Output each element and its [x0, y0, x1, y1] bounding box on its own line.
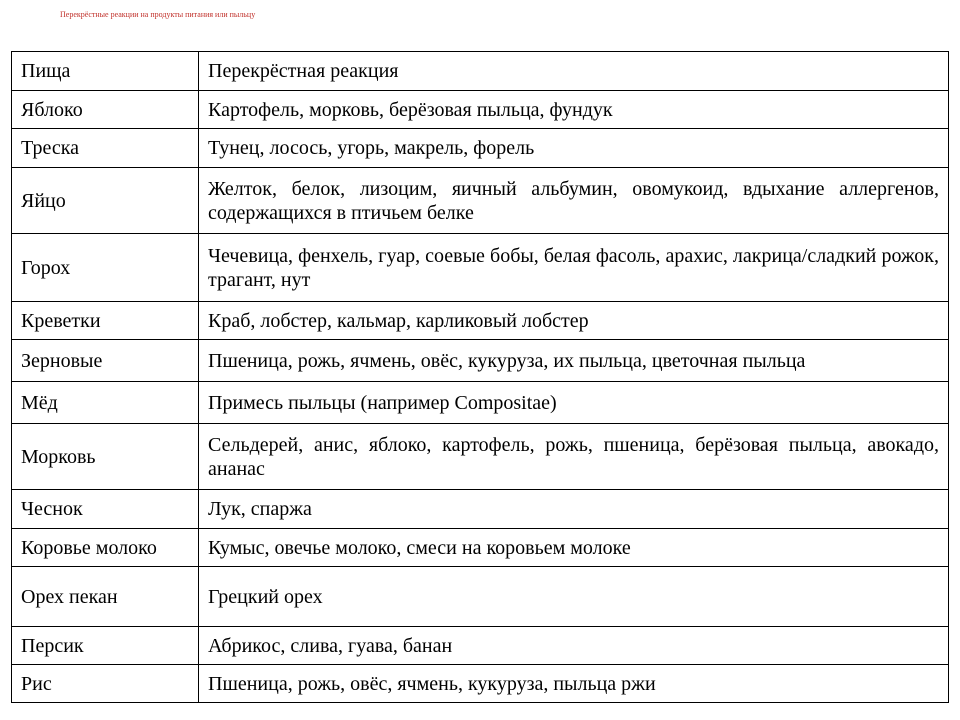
food-cell: Яйцо: [12, 168, 199, 234]
reaction-cell: Краб, лобстер, кальмар, карликовый лобстер: [199, 302, 949, 340]
table-row: [12, 382, 949, 424]
reaction-cell: Лук, спаржа: [199, 490, 949, 529]
food-cell: Коровье молоко: [12, 529, 199, 567]
reaction-cell: Тунец, лосось, угорь, макрель, форель: [199, 129, 949, 168]
table-row: [12, 424, 949, 490]
header-reaction-cell: Перекрёстная реакция: [199, 52, 949, 91]
table-row: [12, 627, 949, 665]
food-cell: Орех пекан: [12, 567, 199, 627]
reaction-cell: Картофель, морковь, берёзовая пыльца, фундук: [199, 91, 949, 129]
reaction-cell: Грецкий орех: [199, 567, 949, 627]
table-row: [12, 567, 949, 627]
food-cell: Морковь: [12, 424, 199, 490]
food-cell: Креветки: [12, 302, 199, 340]
food-cell: Горох: [12, 234, 199, 302]
food-cell: Треска: [12, 129, 199, 168]
food-cell: Яблоко: [12, 91, 199, 129]
reaction-cell: Пшеница, рожь, ячмень, овёс, кукуруза, их пыльца, цветочная пыльца: [199, 340, 949, 382]
food-cell: Персик: [12, 627, 199, 665]
food-cell: Рис: [12, 665, 199, 703]
table-row: [12, 490, 949, 529]
reaction-cell: Чечевица, фенхель, гуар, соевые бобы, белая фасоль, арахис, лакрица/сладкий рожок, трагант, нут: [199, 234, 949, 302]
cross-reaction-table: [11, 51, 949, 703]
table-row: [12, 168, 949, 234]
reaction-cell: Сельдерей, анис, яблоко, картофель, рожь, пшеница, берёзовая пыльца, авокадо, ананас: [199, 424, 949, 490]
food-cell: Чеснок: [12, 490, 199, 529]
reaction-cell: Желток, белок, лизоцим, яичный альбумин, овомукоид, вдыхание аллергенов, содержащихся в птичьем белке: [199, 168, 949, 234]
reaction-cell: Примесь пыльцы (например Compositae): [199, 382, 949, 424]
table-row: [12, 129, 949, 168]
reaction-cell: Абрикос, слива, гуава, банан: [199, 627, 949, 665]
table-row: [12, 529, 949, 567]
table-row: [12, 91, 949, 129]
reaction-cell: Пшеница, рожь, овёс, ячмень, кукуруза, пыльца ржи: [199, 665, 949, 703]
slide-title: Перекрёстные реакции на продукты питания или пыльцу: [60, 10, 256, 19]
header-food-cell: Пища: [12, 52, 199, 91]
table-row: [12, 340, 949, 382]
table-row: [12, 665, 949, 703]
food-cell: Зерновые: [12, 340, 199, 382]
reaction-cell: Кумыс, овечье молоко, смеси на коровьем молоке: [199, 529, 949, 567]
food-cell: Мёд: [12, 382, 199, 424]
table-row: [12, 234, 949, 302]
table-header-row: [12, 52, 949, 91]
table-row: [12, 302, 949, 340]
